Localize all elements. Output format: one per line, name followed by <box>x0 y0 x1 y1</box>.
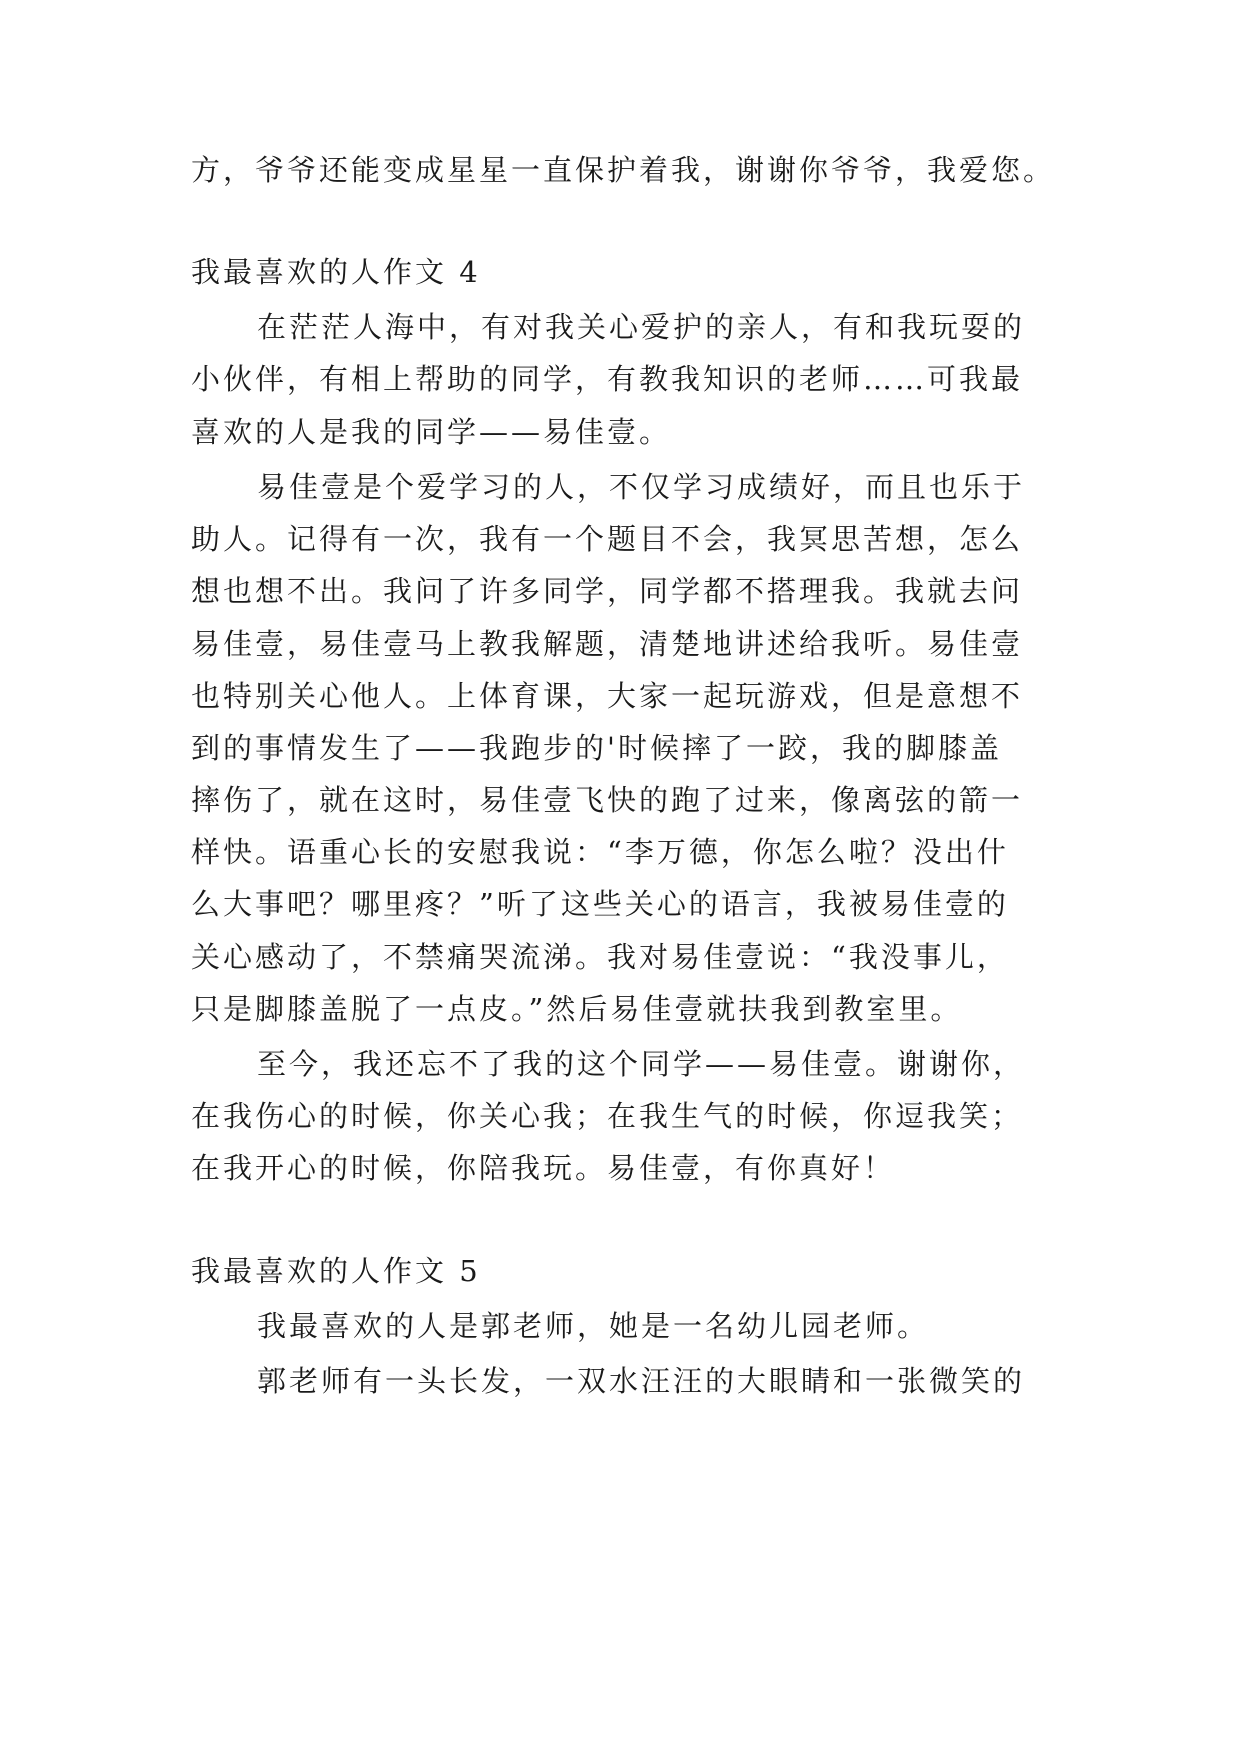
paragraph-line: 么大事吧？哪里疼？”听了这些关心的语言，我被易佳壹的 <box>191 887 1009 921</box>
paragraph-line: 只是脚膝盖脱了一点皮。”然后易佳壹就扶我到教室里。 <box>191 992 963 1026</box>
paragraph-line: 在我开心的时候，你陪我玩。易佳壹，有你真好！ <box>191 1151 896 1185</box>
paragraph-line: 在我伤心的时候，你关心我；在我生气的时候，你逗我笑； <box>191 1099 1024 1133</box>
paragraph-line: 也特别关心他人。上体育课，大家一起玩游戏，但是意想不 <box>191 679 1024 713</box>
paragraph-line: 在茫茫人海中，有对我关心爱护的亲人，有和我玩耍的 <box>257 310 1026 344</box>
section-heading: 我最喜欢的人作文 5 <box>191 1254 481 1288</box>
paragraph-line: 想也想不出。我问了许多同学，同学都不搭理我。我就去问 <box>191 574 1024 608</box>
paragraph-line: 样快。语重心长的安慰我说：“李万德，你怎么啦？没出什 <box>191 835 1009 869</box>
paragraph-line: 方，爷爷还能变成星星一直保护着我，谢谢你爷爷，我爱您。 <box>191 153 1056 187</box>
paragraph-line: 助人。记得有一次，我有一个题目不会，我冥思苦想，怎么 <box>191 522 1024 556</box>
paragraph-line: 易佳壹是个爱学习的人，不仅学习成绩好，而且也乐于 <box>257 470 1026 504</box>
paragraph-line: 喜欢的人是我的同学——易佳壹。 <box>191 415 672 449</box>
section-heading: 我最喜欢的人作文 4 <box>191 255 481 289</box>
paragraph-line: 摔伤了，就在这时，易佳壹飞快的跑了过来，像离弦的箭一 <box>191 783 1024 817</box>
paragraph-line: 小伙伴，有相上帮助的同学，有教我知识的老师……可我最 <box>191 362 1024 396</box>
paragraph-line: 易佳壹，易佳壹马上教我解题，清楚地讲述给我听。易佳壹 <box>191 627 1024 661</box>
paragraph-line: 到的事情发生了——我跑步的'时候摔了一跤，我的脚膝盖 <box>191 731 1002 765</box>
paragraph-line: 关心感动了，不禁痛哭流涕。我对易佳壹说：“我没事儿， <box>191 940 1009 974</box>
paragraph-line: 郭老师有一头长发，一双水汪汪的大眼睛和一张微笑的 <box>257 1364 1026 1398</box>
paragraph-line: 我最喜欢的人是郭老师，她是一名幼儿园老师。 <box>257 1309 930 1343</box>
paragraph-line: 至今，我还忘不了我的这个同学——易佳壹。谢谢你， <box>257 1047 1026 1081</box>
